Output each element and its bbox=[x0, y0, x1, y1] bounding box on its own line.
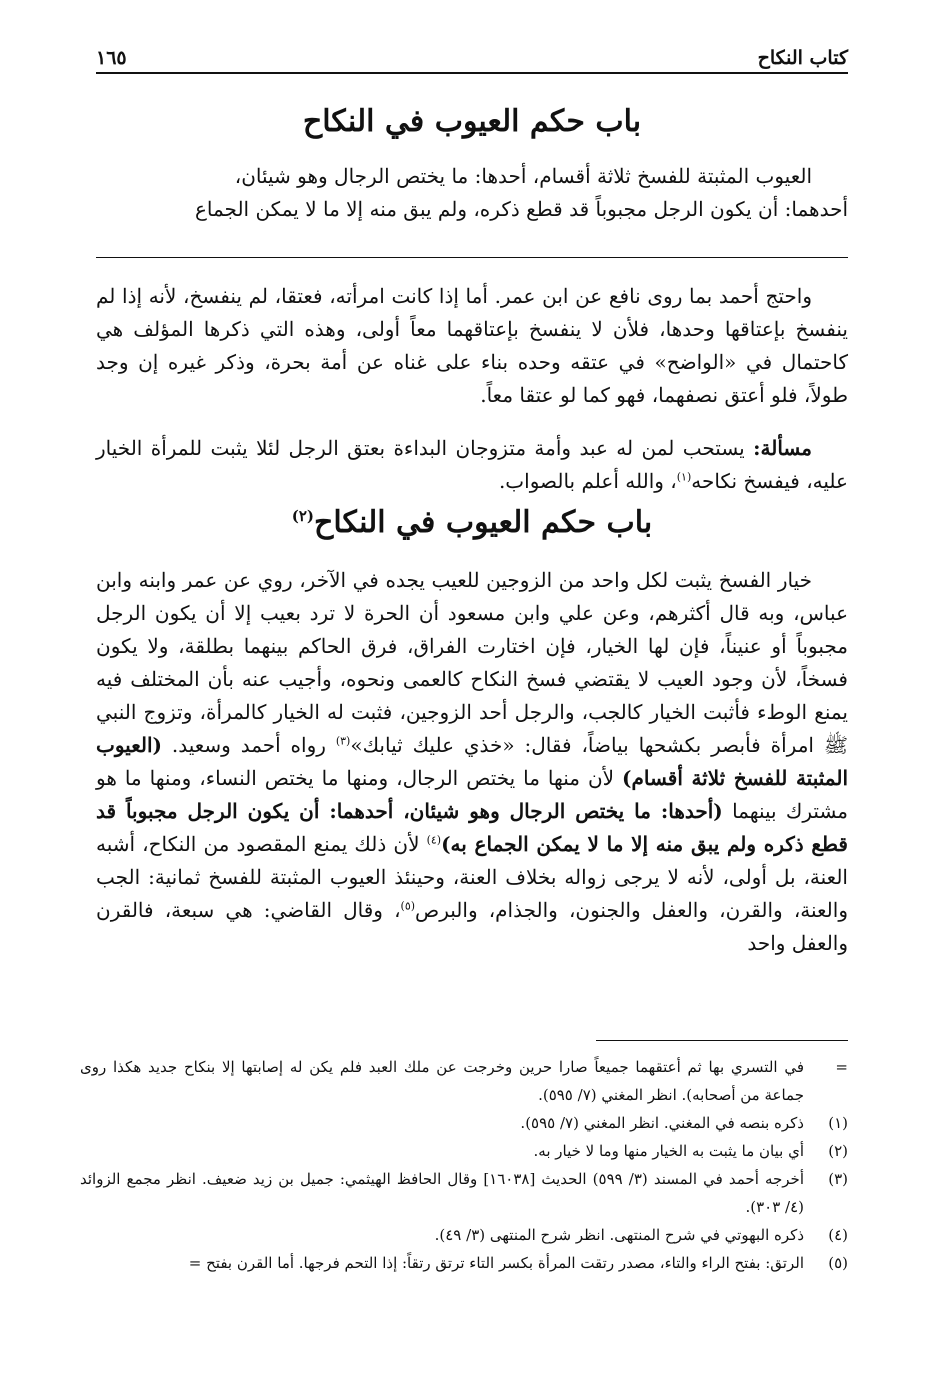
footnote-continuation bbox=[80, 1053, 848, 1109]
footnote-3 bbox=[80, 1165, 848, 1221]
masala-label: مسألة: bbox=[753, 436, 812, 460]
page-number: ١٦٥ bbox=[96, 47, 127, 69]
matn-separator bbox=[96, 257, 848, 258]
footnote-ref-5: (٥) bbox=[400, 899, 416, 913]
commentary-2-part-4: لأن ذلك يمنع المقصود من النكاح، أشبه العنة، بل أولى، لأنه لا يرجى زواله بخلاف العنة، وحينئذ العيوب المثبتة للفسخ ثمانية: الجب والعنة، والقرن، والعفل والجنون، والجذام، والبرص bbox=[96, 832, 848, 922]
book-title: كتاب النكاح bbox=[757, 47, 848, 69]
footnote-marker: = bbox=[835, 1058, 848, 1076]
footnote-marker: (١) bbox=[828, 1114, 848, 1132]
footnote-5 bbox=[80, 1249, 848, 1277]
footnote-separator bbox=[596, 1040, 848, 1041]
commentary-2-part-1: خيار الفسخ يثبت لكل واحد من الزوجين للعيب يجده في الآخر، روي عن عمر وابنه وابن عباس، وبه قال أكثرهم، وعن علي وابن مسعود أن الحرة لا ترد بعيب إلا أن يكون الرجل مجبوباً أو عنيناً، فإن لها الخيار، فإن اختارت الفراق، فرق الحاكم بينهما بطلقة، ولا يكون فسخاً، لأن وجود العيب لا يقتضي فسخ النكاح كالعمى ونحوه، وأجيب عنه بأن المختلف فيه يمنع الوطء فأثبت الخيار كالجب، والرجل أحد الزوجين، فثبت له الخيار كالمرأة، وتزوج النبي ﷺ امرأة فأبصر بكشحها بياضاً، فقال: «خذي عليك ثيابك» bbox=[96, 568, 849, 757]
running-header bbox=[96, 40, 848, 74]
masala-paragraph bbox=[96, 432, 848, 498]
footnotes bbox=[80, 1053, 848, 1277]
footnote-marker: (٢) bbox=[828, 1142, 848, 1160]
commentary-2-part-3: لأن منها ما يختص الرجال، ومنها ما يختص النساء، ومنها ما هو مشترك بينهما bbox=[96, 766, 849, 823]
commentary-1-paragraph: واحتج أحمد بما روى نافع عن ابن عمر. أما إذا كانت امرأته، فعتقا، لم ينفسخ، لأنه إذا لم ينفسخ بإعتاقها وحدها، فلأن لا ينفسخ بإعتاقهما معاً أولى، وهذه التي ذكرها المؤلف هي كاحتمال في «الواضح» في عتقه وحده بناء على غناه عن أمة بحرة، وذكر غيره إن وجد طولاً، فلو أعتق نصفهما، فهو كما لو عتقا معاً. bbox=[96, 284, 848, 407]
footnote-text: في التسري بها ثم أعتقهما جميعاً صارا حرين وخرجت عن ملك العبد فلم يكن له إصابتها إلا بنكاح جديد هكذا روى جماعة من أصحابه). انظر المغني (٧/ ٥٩٥). bbox=[80, 1058, 804, 1104]
footnote-ref-1: (١) bbox=[676, 470, 692, 484]
footnote-text: ذكره بنصه في المغني. انظر المغني (٧/ ٥٩٥). bbox=[520, 1114, 804, 1132]
footnote-text: الرتق: بفتح الراء والتاء، مصدر رتقت المرأة بكسر التاء ترتق رتقاً: إذا التحم فرجها. أما القرن بفتح = bbox=[188, 1254, 804, 1272]
matn-quote-1: (العيوب المثبتة للفسخ ثلاثة أقسام) bbox=[96, 733, 848, 790]
chapter-title-2 bbox=[96, 505, 848, 540]
matn-quote-2: (أحدها: ما يختص الرجال وهو شيئان، أحدهما: أن يكون الرجل مجبوباً قد قطع ذكره ولم يبق منه إلا ما لا يمكن الجماع به) bbox=[96, 799, 848, 856]
footnote-2 bbox=[80, 1137, 848, 1165]
commentary-2-part-5: ، وقال القاضي: هي سبعة، فالقرن والعفل واحد bbox=[96, 898, 848, 955]
matn-line-1: العيوب المثبتة للفسخ ثلاثة أقسام، أحدها: ما يختص الرجال وهو شيئان، bbox=[234, 164, 812, 188]
footnote-text: أي بيان ما يثبت به الخيار منها وما لا خيار به. bbox=[533, 1142, 804, 1160]
matn-line-2: أحدهما: أن يكون الرجل مجبوباً قد قطع ذكره، ولم يبق منه إلا ما لا يمكن الجماع bbox=[194, 197, 848, 221]
commentary-1 bbox=[96, 280, 848, 412]
footnote-ref-2: (٢) bbox=[291, 507, 314, 525]
commentary-2-part-2: رواه أحمد وسعيد. bbox=[161, 733, 336, 757]
masala-text: يستحب لمن له عبد وأمة متزوجان البداءة بعتق الرجل لئلا يثبت للمرأة الخيار عليه، فيفسخ نكاحه bbox=[96, 436, 848, 493]
footnote-ref-3: (٣) bbox=[335, 734, 351, 748]
matn-top bbox=[96, 160, 848, 226]
chapter-title-top: باب حكم العيوب في النكاح bbox=[302, 104, 642, 139]
footnote-marker: (٣) bbox=[828, 1170, 848, 1188]
commentary-2 bbox=[96, 564, 848, 960]
footnote-marker: (٤) bbox=[828, 1226, 848, 1244]
footnote-text: ذكره البهوتي في شرح المنتهى. انظر شرح المنتهى (٣/ ٤٩). bbox=[434, 1226, 804, 1244]
masala-ending: ، والله أعلم بالصواب. bbox=[498, 469, 677, 493]
footnote-text: أخرجه أحمد في المسند (٣/ ٥٩٩) الحديث [١٦٠٣٨] وقال الحافظ الهيثمي: جميل بن زيد ضعيف. انظر مجمع الزوائد (٤/ ٣٠٣). bbox=[80, 1170, 804, 1216]
footnote-1 bbox=[80, 1109, 848, 1137]
footnote-ref-4: (٤) bbox=[426, 833, 442, 847]
footnote-marker: (٥) bbox=[828, 1254, 848, 1272]
chapter-title-2-text: باب حكم العيوب في النكاح bbox=[314, 505, 653, 540]
footnote-4 bbox=[80, 1221, 848, 1249]
